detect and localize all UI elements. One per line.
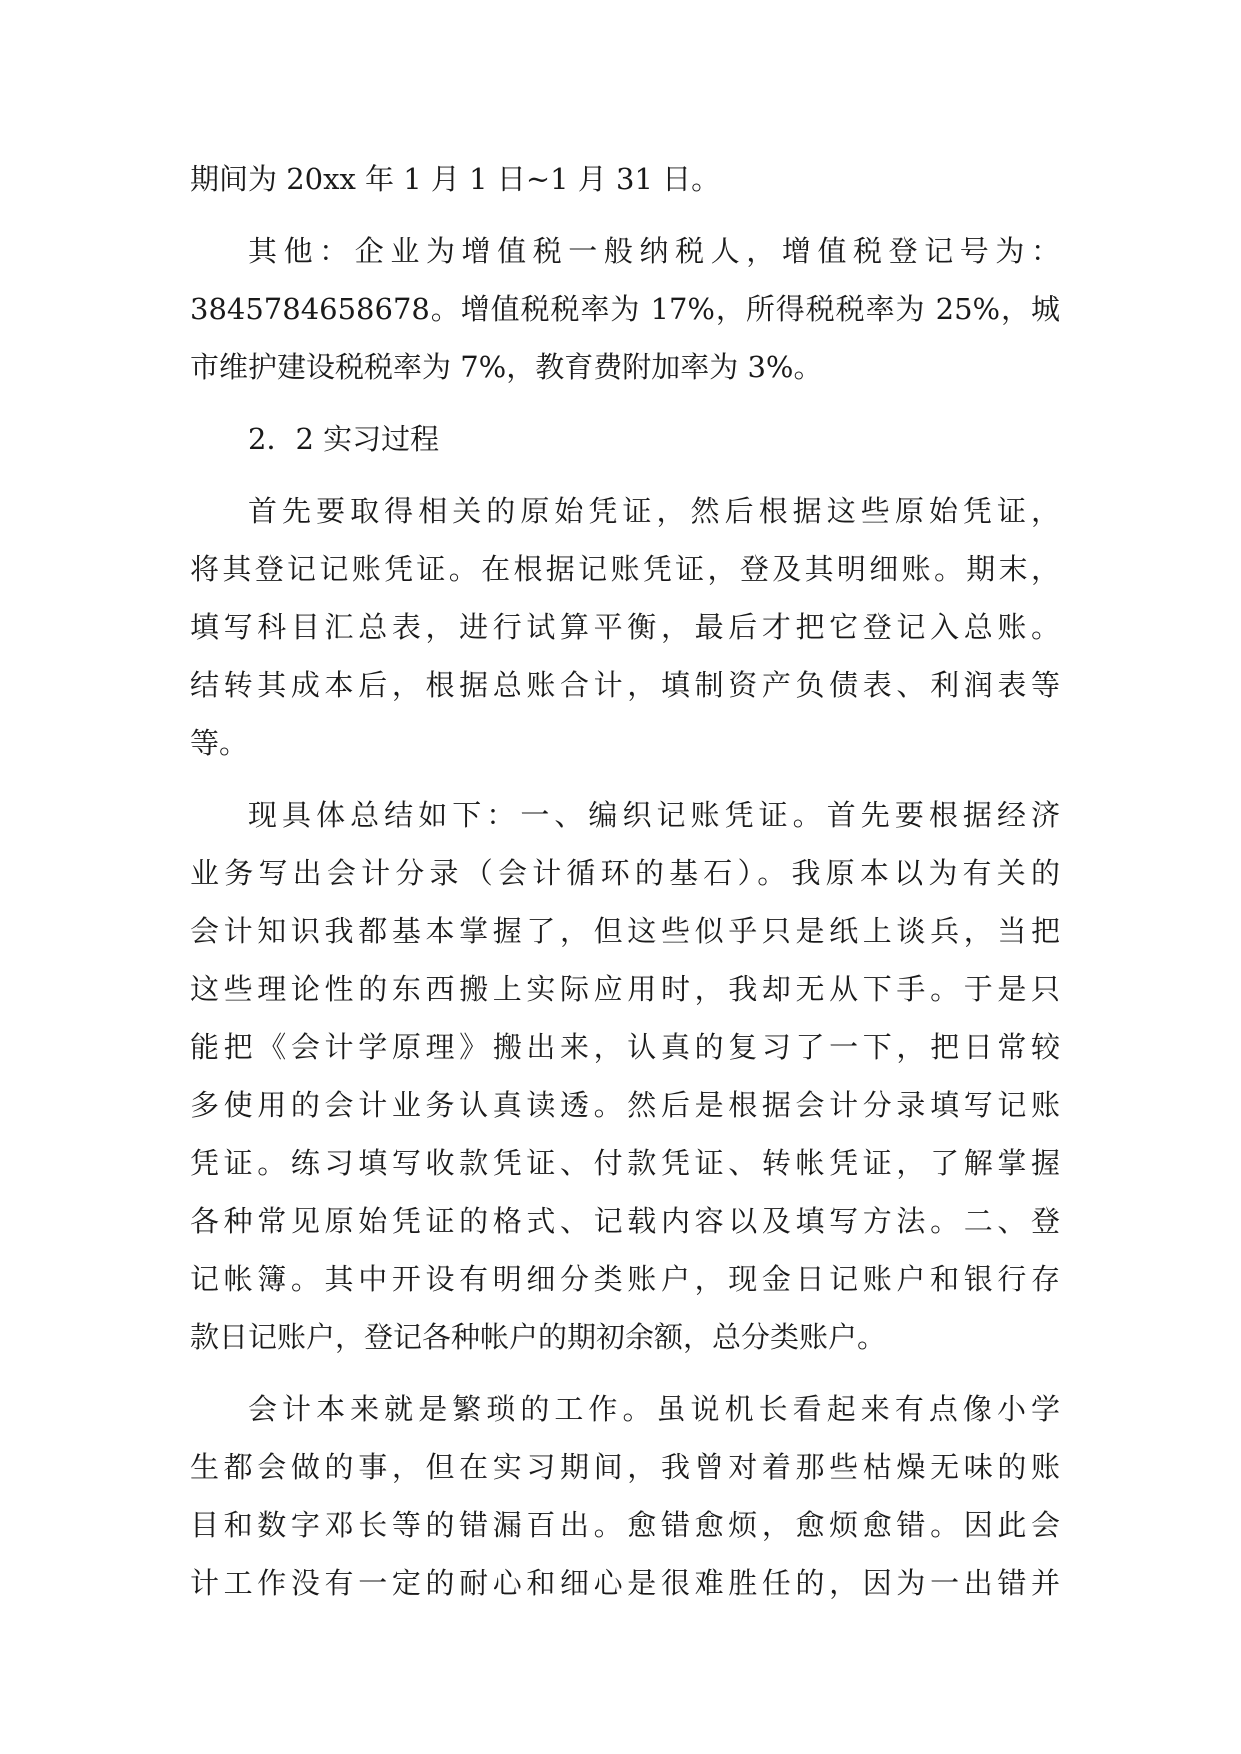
text-line: 将其登记记账凭证。在根据记账凭证，登及其明细账。期末， bbox=[190, 552, 1060, 586]
paragraph-patience bbox=[190, 1380, 1060, 1612]
text-line: 这些理论性的东西搬上实际应用时，我却无从下手。于是只 bbox=[190, 972, 1060, 1006]
paragraph-spacer bbox=[190, 468, 1060, 482]
text-line: 多使用的会计业务认真读透。然后是根据会计分录填写记账 bbox=[190, 1088, 1060, 1122]
text-line: 业务写出会计分录（会计循环的基石）。我原本以为有关的 bbox=[190, 856, 1060, 890]
text-line: 现具体总结如下：一、编织记账凭证。首先要根据经济 bbox=[248, 798, 1060, 832]
text-line: 会计知识我都基本掌握了，但这些似乎只是纸上谈兵，当把 bbox=[190, 914, 1060, 948]
text-line: 其他：企业为增值税一般纳税人，增值税登记号为： bbox=[248, 234, 1060, 268]
text-line: 结转其成本后，根据总账合计，填制资产负债表、利润表等 bbox=[190, 668, 1060, 702]
paragraph-period bbox=[190, 150, 1060, 208]
text-line: 能把《会计学原理》搬出来，认真的复习了一下，把日常较 bbox=[190, 1030, 1060, 1064]
paragraph-spacer bbox=[190, 1366, 1060, 1380]
text-line: 会计本来就是繁琐的工作。虽说机长看起来有点像小学 bbox=[248, 1392, 1060, 1426]
text-line: 首先要取得相关的原始凭证，然后根据这些原始凭证， bbox=[248, 494, 1060, 528]
text-line: 记帐簿。其中开设有明细分类账户，现金日记账户和银行存 bbox=[190, 1262, 1060, 1296]
paragraph-spacer bbox=[190, 772, 1060, 786]
text-line: 2．2 实习过程 bbox=[248, 422, 440, 456]
text-line: 计工作没有一定的耐心和细心是很难胜任的，因为一出错并 bbox=[190, 1566, 1060, 1600]
paragraph-spacer bbox=[190, 208, 1060, 222]
text-line: 市维护建设税税率为 7%，教育费附加率为 3%。 bbox=[190, 350, 823, 384]
paragraph-tax-info bbox=[190, 222, 1060, 396]
text-line: 目和数字邓长等的错漏百出。愈错愈烦，愈烦愈错。因此会 bbox=[190, 1508, 1060, 1542]
paragraph-summary bbox=[190, 786, 1060, 1366]
paragraph-spacer bbox=[190, 396, 1060, 410]
text-line: 款日记账户，登记各种帐户的期初余额，总分类账户。 bbox=[190, 1320, 887, 1354]
document-body bbox=[190, 150, 1060, 1612]
text-line: 期间为 20xx 年 1 月 1 日~1 月 31 日。 bbox=[190, 162, 721, 196]
text-line: 填写科目汇总表，进行试算平衡，最后才把它登记入总账。 bbox=[190, 610, 1060, 644]
paragraph-process bbox=[190, 482, 1060, 772]
section-heading bbox=[190, 410, 1060, 468]
text-line: 生都会做的事，但在实习期间，我曾对着那些枯燥无味的账 bbox=[190, 1450, 1060, 1484]
text-line: 各种常见原始凭证的格式、记载内容以及填写方法。二、登 bbox=[190, 1204, 1060, 1238]
text-line: 3845784658678。增值税税率为 17%，所得税税率为 25%，城 bbox=[190, 292, 1060, 326]
text-line: 凭证。练习填写收款凭证、付款凭证、转帐凭证，了解掌握 bbox=[190, 1146, 1060, 1180]
text-line: 等。 bbox=[190, 726, 249, 760]
